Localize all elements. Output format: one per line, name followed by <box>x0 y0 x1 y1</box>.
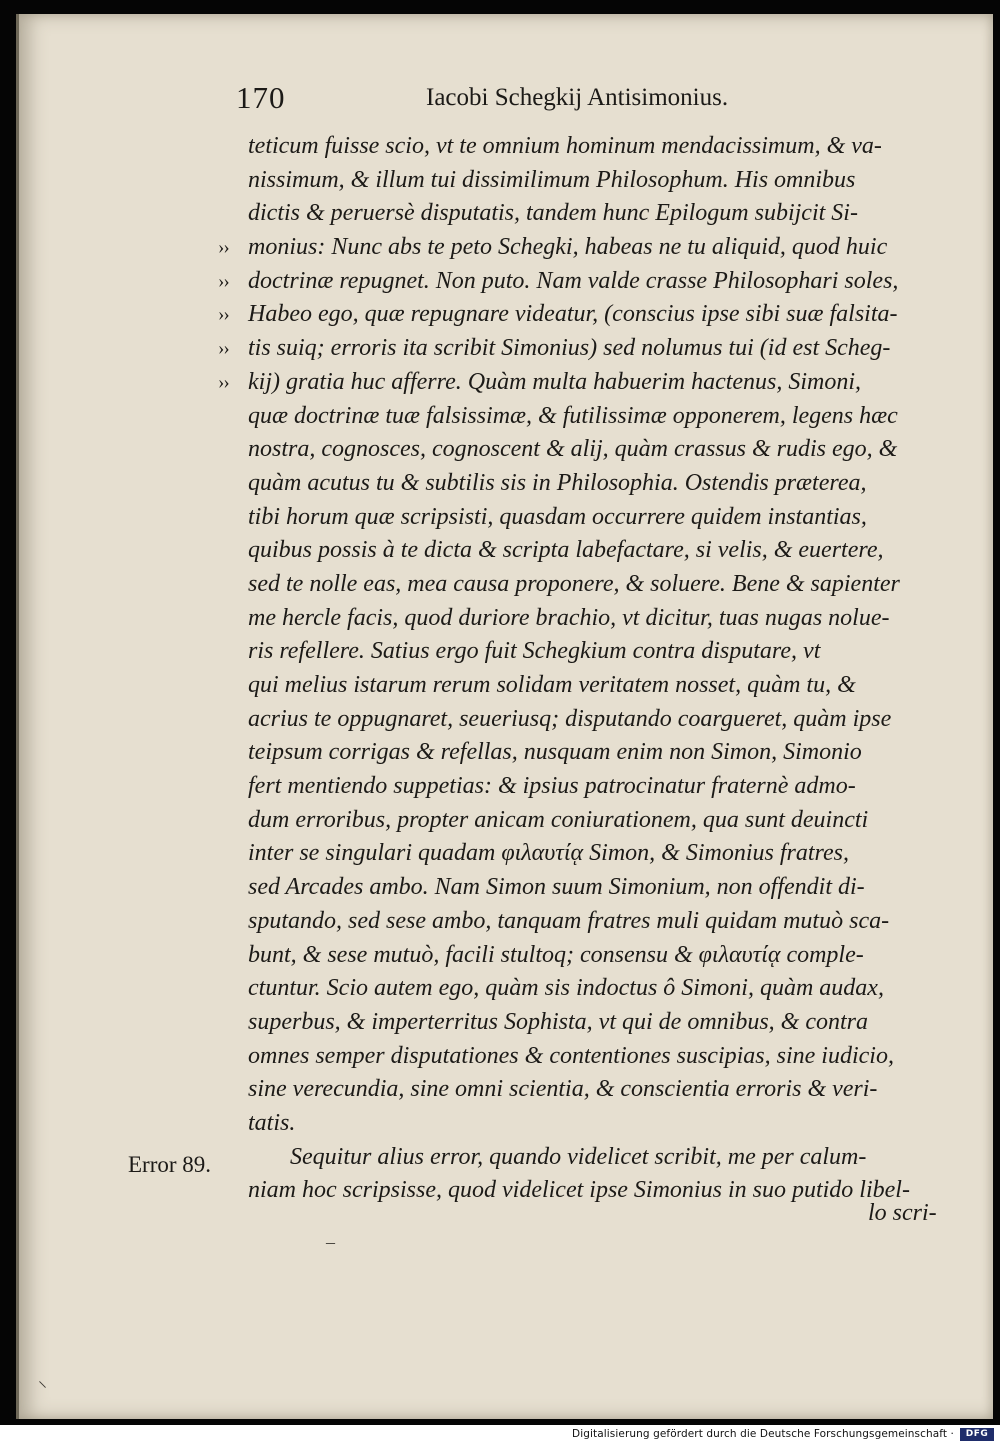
footer-credit: Digitalisierung gefördert durch die Deutsche Forschungsgemeinschaft · <box>572 1428 954 1440</box>
line-text: tibi horum quæ scripsisti, quasdam occurrere quidem instantias, <box>248 503 867 530</box>
line-text: qui melius istarum rerum solidam veritatem nosset, quàm tu, & <box>248 672 856 698</box>
line-text: sputando, sed sese ambo, tanquam fratres muli quidam mutuò sca- <box>248 907 890 934</box>
quote-marker: ›› <box>218 338 229 360</box>
ink-spot-mark: ⸌ <box>38 1378 47 1398</box>
running-head <box>236 80 996 120</box>
line-text: quæ doctrinæ tuæ falsissimæ, & futilissimæ opponerem, legens hæc <box>248 402 898 429</box>
text-line <box>248 400 948 434</box>
text-line <box>248 602 948 636</box>
line-text: sed Arcades ambo. Nam Simon suum Simonium, non offendit di- <box>248 874 865 901</box>
line-text: sine verecundia, sine omni scientia, & conscientia erroris & veri- <box>248 1076 878 1103</box>
text-line <box>248 871 948 905</box>
line-text: kij) gratia huc afferre. Quàm multa habuerim hactenus, Simoni, <box>248 368 862 395</box>
text-line <box>248 1107 948 1141</box>
line-text: bunt, & sese mutuò, facili stultoq; consensu & φιλαυτίᾳ comple- <box>248 941 864 968</box>
quote-marker: ›› <box>218 304 229 326</box>
line-text: dictis & peruersè disputatis, tandem hunc Epilogum subijcit Si- <box>248 200 858 227</box>
text-line <box>248 164 948 198</box>
text-line <box>248 1040 948 1074</box>
text-line <box>248 939 948 973</box>
line-text: inter se singulari quadam φιλαυτίᾳ Simon, & Simonius fratres, <box>248 840 849 867</box>
line-text: acrius te oppugnaret, seueriusq; disputando coargueret, quàm ipse <box>248 705 892 732</box>
dfg-logo-icon: DFG <box>960 1428 994 1441</box>
text-line <box>248 736 948 770</box>
text-line <box>248 433 948 467</box>
line-text: nissimum, & illum tui dissimilimum Philosophum. His omnibus <box>248 166 856 193</box>
line-text: Habeo ego, quæ repugnare videatur, (conscius ipse sibi suæ falsita- <box>248 301 898 328</box>
footer-bar <box>0 1425 1000 1445</box>
line-text: doctrinæ repugnet. Non puto. Nam valde crasse Philosophari soles, <box>248 267 899 294</box>
text-line <box>218 231 948 265</box>
text-line <box>218 298 948 332</box>
line-text: dum erroribus, propter anicam coniurationem, qua sunt deuincti <box>248 806 869 833</box>
line-text: ris refellere. Satius ergo fuit Schegkium contra disputare, vt <box>248 638 821 665</box>
quote-marker: ›› <box>218 270 229 292</box>
line-text: omnes semper disputationes & contentiones suscipias, sine iudicio, <box>248 1042 894 1069</box>
text-line <box>248 534 948 568</box>
line-text: monius: Nunc abs te peto Schegki, habeas ne tu aliquid, quod huic <box>248 234 888 261</box>
text-line <box>248 197 948 231</box>
text-line <box>248 905 948 939</box>
text-line <box>248 972 948 1006</box>
line-text: me hercle facis, quod duriore brachio, vt dicitur, tuas nugas nolue- <box>248 604 890 631</box>
text-line <box>248 837 948 871</box>
margin-error-label: Error 89. <box>128 1152 212 1177</box>
text-line <box>248 568 948 602</box>
text-line <box>248 804 948 838</box>
line-text: tis suiq; erroris ita scribit Simonius) sed nolumus tui (id est Scheg- <box>248 335 891 362</box>
line-text: quibus possis à te dicta & scripta labefactare, si velis, & euertere, <box>248 537 884 564</box>
line-text: ctuntur. Scio autem ego, quàm sis indoctus ô Simoni, quàm audax, <box>248 975 884 1002</box>
running-title: Iacobi Schegkij Antisimonius. <box>426 84 729 111</box>
text-line <box>248 1141 948 1175</box>
text-line <box>248 635 948 669</box>
catchword: lo scri- <box>868 1200 937 1226</box>
line-text: quàm acutus tu & subtilis sis in Philosophia. Ostendis præterea, <box>248 469 867 496</box>
text-line <box>218 332 948 366</box>
text-line <box>218 366 948 400</box>
line-text: teticum fuisse scio, vt te omnium hominum mendacissimum, & va- <box>248 133 882 159</box>
text-line <box>248 703 948 737</box>
text-line <box>248 501 948 535</box>
line-text: nostra, cognosces, cognoscent & alij, quàm crassus & rudis ego, & <box>248 436 898 463</box>
text-line <box>218 265 948 299</box>
ink-dash-mark: – <box>326 1232 335 1252</box>
line-text: fert mentiendo suppetias: & ipsius patrocinatur fraternè admo- <box>248 773 856 800</box>
line-text: teipsum corrigas & refellas, nusquam enim non Simon, Simonio <box>248 739 862 766</box>
page-number: 170 <box>236 80 286 115</box>
line-text: niam hoc scripsisse, quod videlicet ipse Simonius in suo putido libel- <box>248 1177 910 1204</box>
text-line <box>248 130 948 164</box>
quote-marker: ›› <box>218 237 229 259</box>
line-text: Sequitur alius error, quando videlicet scribit, me per calum- <box>290 1143 867 1170</box>
text-line <box>248 1073 948 1107</box>
body-text <box>218 130 948 1208</box>
text-line <box>248 669 948 703</box>
line-text: sed te nolle eas, mea causa proponere, & soluere. Bene & sapienter <box>248 570 900 597</box>
line-text: superbus, & imperterritus Sophista, vt qui de omnibus, & contra <box>248 1008 868 1035</box>
text-line <box>248 467 948 501</box>
quote-marker: ›› <box>218 371 229 393</box>
text-line <box>248 770 948 804</box>
text-line <box>248 1174 948 1208</box>
text-line <box>248 1006 948 1040</box>
line-text: tatis. <box>248 1109 296 1136</box>
